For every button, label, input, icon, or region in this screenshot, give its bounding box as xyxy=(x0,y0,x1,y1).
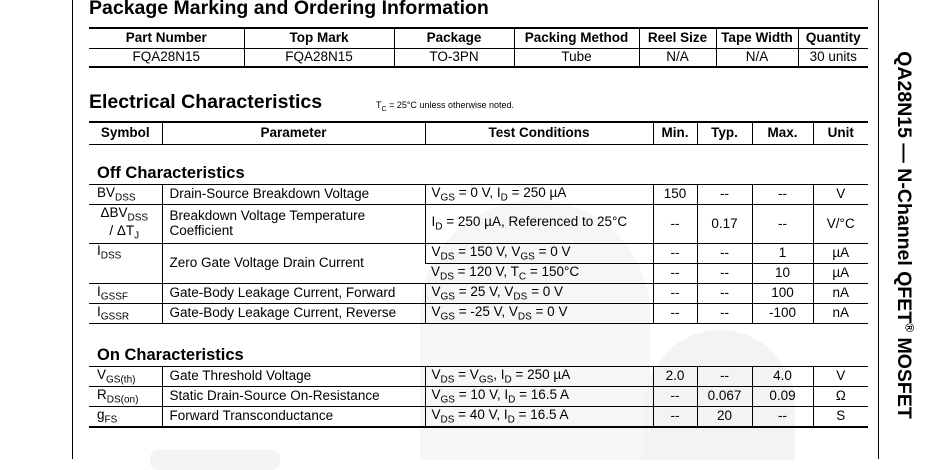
col-header: Parameter xyxy=(162,122,425,145)
symbol-cell: $BV_{DSS}$ xyxy=(89,185,162,205)
cell: FQA28N15 xyxy=(89,49,244,68)
min-cell: -- xyxy=(653,407,697,428)
min-cell: -- xyxy=(653,387,697,407)
unit-cell: µA xyxy=(813,244,868,264)
conditions-note: $T_C = 25^\circ C$ unless otherwise noted. xyxy=(376,100,514,113)
col-header: Package xyxy=(394,28,514,49)
unit-cell: V xyxy=(813,367,868,387)
package-table-header xyxy=(89,28,868,49)
table-row xyxy=(89,49,868,68)
symbol-cell: $I_{GSSR}$ xyxy=(89,304,162,324)
parameter-cell: Zero Gate Voltage Drain Current xyxy=(162,244,425,284)
typ-cell: -- xyxy=(697,185,752,205)
table-row xyxy=(89,304,868,324)
cell: 30 units xyxy=(798,49,868,68)
max-cell: 10 xyxy=(752,264,813,284)
col-header: Packing Method xyxy=(514,28,639,49)
package-table xyxy=(89,27,868,68)
typ-cell: -- xyxy=(697,264,752,284)
parameter-cell: Breakdown Voltage Temperature Coefficient xyxy=(162,205,425,244)
max-cell: -- xyxy=(752,205,813,244)
col-header: Reel Size xyxy=(639,28,716,49)
min-cell: 2.0 xyxy=(653,367,697,387)
off-characteristics-heading: Off Characteristics xyxy=(89,145,868,185)
conditions-cell: $V_{DS} = 40$ V, $I_D = 16.5$ A xyxy=(425,407,653,428)
typ-cell: -- xyxy=(697,284,752,304)
conditions-cell: $I_D = 250$ µA, Referenced to 25°C xyxy=(425,205,653,244)
section-row xyxy=(89,145,868,185)
max-cell: 100 xyxy=(752,284,813,304)
table-row xyxy=(89,367,868,387)
unit-cell: V/°C xyxy=(813,205,868,244)
symbol-cell: $I_{GSSF}$ xyxy=(89,284,162,304)
cell: FQA28N15 xyxy=(244,49,394,68)
unit-cell: nA xyxy=(813,304,868,324)
unit-cell: µA xyxy=(813,264,868,284)
conditions-cell: $V_{DS} = 150$ V, $V_{GS} = 0$ V xyxy=(425,244,653,264)
cell: N/A xyxy=(716,49,798,68)
unit-cell: Ω xyxy=(813,387,868,407)
col-header: Symbol xyxy=(89,122,162,145)
table-row xyxy=(89,185,868,205)
max-cell: -100 xyxy=(752,304,813,324)
symbol-cell: $V_{GS(th)}$ xyxy=(89,367,162,387)
page-left-rule xyxy=(72,0,73,459)
conditions-cell: $V_{GS} = 10$ V, $I_D = 16.5$ A xyxy=(425,387,653,407)
on-characteristics-heading: On Characteristics xyxy=(89,324,868,367)
col-header: Unit xyxy=(813,122,868,145)
table-row xyxy=(89,387,868,407)
col-header: Max. xyxy=(752,122,813,145)
min-cell: -- xyxy=(653,264,697,284)
max-cell: -- xyxy=(752,185,813,205)
parameter-cell: Gate Threshold Voltage xyxy=(162,367,425,387)
min-cell: -- xyxy=(653,284,697,304)
side-title: QA28N15 — N-Channel QFET® MOSFET xyxy=(892,51,917,419)
col-header: Top Mark xyxy=(244,28,394,49)
symbol-cell: $g_{FS}$ xyxy=(89,407,162,428)
col-header: Typ. xyxy=(697,122,752,145)
conditions-cell: $V_{GS} = 0$ V, $I_D = 250$ µA xyxy=(425,185,653,205)
max-cell: 4.0 xyxy=(752,367,813,387)
max-cell: -- xyxy=(752,407,813,428)
watermark-shape xyxy=(150,450,280,470)
table-row xyxy=(89,284,868,304)
conditions-cell: $V_{DS} = 120$ V, $T_C = 150^\circ C$ xyxy=(425,264,653,284)
typ-cell: -- xyxy=(697,244,752,264)
symbol-cell: $\Delta BV_{DSS}$ / $\Delta T_J$ xyxy=(89,205,162,244)
conditions-cell: $V_{GS} = 25$ V, $V_{DS} = 0$ V xyxy=(425,284,653,304)
unit-cell: nA xyxy=(813,284,868,304)
col-header: Min. xyxy=(653,122,697,145)
cell: N/A xyxy=(639,49,716,68)
symbol-cell: $R_{DS(on)}$ xyxy=(89,387,162,407)
min-cell: -- xyxy=(653,244,697,264)
electrical-table-header xyxy=(89,122,868,145)
typ-cell: -- xyxy=(697,304,752,324)
col-header: Part Number xyxy=(89,28,244,49)
symbol-cell: $I_{DSS}$ xyxy=(89,244,162,284)
page-right-rule xyxy=(878,0,879,459)
typ-cell: 0.17 xyxy=(697,205,752,244)
typ-cell: 0.067 xyxy=(697,387,752,407)
min-cell: -- xyxy=(653,304,697,324)
parameter-cell: Static Drain-Source On-Resistance xyxy=(162,387,425,407)
cell: Tube xyxy=(514,49,639,68)
parameter-cell: Gate-Body Leakage Current, Forward xyxy=(162,284,425,304)
section-row xyxy=(89,324,868,367)
max-cell: 1 xyxy=(752,244,813,264)
package-section-title: Package Marking and Ordering Information xyxy=(89,0,489,19)
parameter-cell: Forward Transconductance xyxy=(162,407,425,428)
unit-cell: V xyxy=(813,185,868,205)
min-cell: 150 xyxy=(653,185,697,205)
max-cell: 0.09 xyxy=(752,387,813,407)
typ-cell: 20 xyxy=(697,407,752,428)
electrical-section-title: Electrical Characteristics xyxy=(89,91,323,113)
table-row xyxy=(89,205,868,244)
typ-cell: -- xyxy=(697,367,752,387)
table-row xyxy=(89,407,868,428)
col-header: Test Conditions xyxy=(425,122,653,145)
table-row xyxy=(89,244,868,264)
col-header: Tape Width xyxy=(716,28,798,49)
conditions-cell: $V_{GS} = -25$ V, $V_{DS} = 0$ V xyxy=(425,304,653,324)
electrical-table xyxy=(89,121,868,428)
parameter-cell: Drain-Source Breakdown Voltage xyxy=(162,185,425,205)
unit-cell: S xyxy=(813,407,868,428)
min-cell: -- xyxy=(653,205,697,244)
cell: TO-3PN xyxy=(394,49,514,68)
conditions-cell: $V_{DS} = V_{GS}$, $I_D = 250$ µA xyxy=(425,367,653,387)
col-header: Quantity xyxy=(798,28,868,49)
parameter-cell: Gate-Body Leakage Current, Reverse xyxy=(162,304,425,324)
